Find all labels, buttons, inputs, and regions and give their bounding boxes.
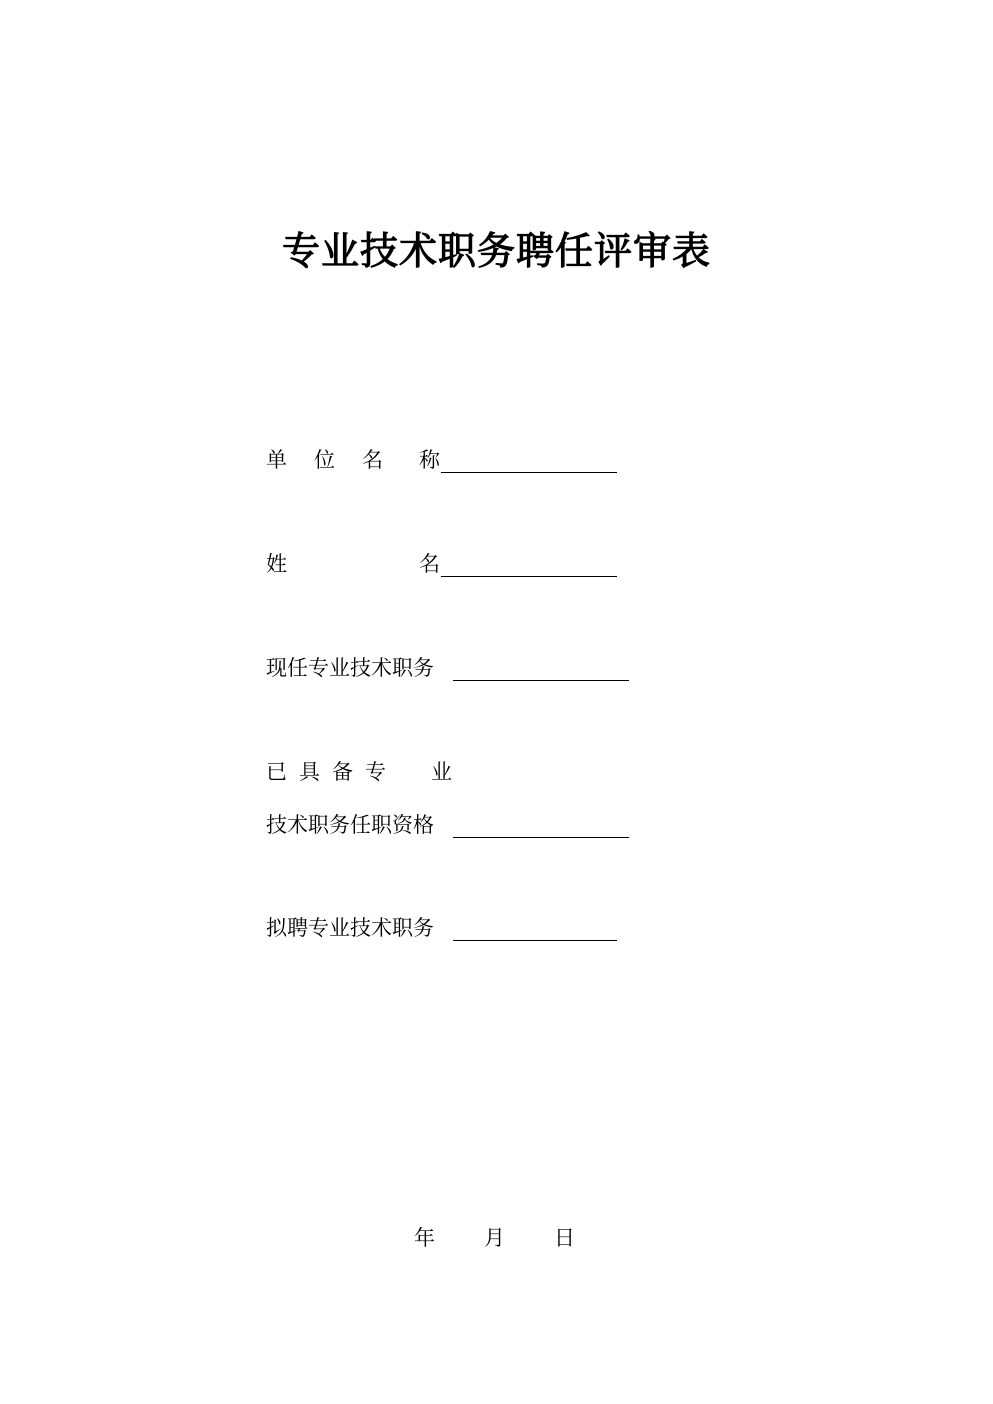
date-year-label: 年: [414, 1226, 435, 1250]
qualification-char-5: 业: [431, 760, 452, 784]
intended-position-label: 拟聘专业技术职务: [266, 916, 434, 940]
name-field: [266, 550, 626, 578]
unit-name-field: [266, 446, 626, 474]
unit-name-input[interactable]: [441, 448, 617, 473]
unit-name-label-char-4: 称: [419, 448, 440, 472]
name-label-char-2: 名: [419, 552, 440, 576]
qualification-input[interactable]: [453, 813, 629, 838]
qualification-field: [266, 811, 646, 839]
unit-name-label-char-1: 单: [266, 448, 287, 472]
current-position-input[interactable]: [453, 656, 629, 681]
intended-position-field: [266, 914, 646, 942]
qualification-char-1: 已: [266, 760, 287, 784]
qualification-label-line-1: [266, 758, 466, 786]
date-day-label: 日: [554, 1226, 575, 1250]
qualification-char-3: 备: [332, 760, 353, 784]
name-label-char-1: 姓: [266, 552, 287, 576]
unit-name-label-char-2: 位: [314, 448, 335, 472]
intended-position-input[interactable]: [453, 916, 617, 941]
date-month-label: 月: [484, 1226, 505, 1250]
unit-name-label-char-3: 名: [362, 448, 383, 472]
current-position-field: [266, 654, 646, 682]
qualification-char-2: 具: [299, 760, 320, 784]
qualification-label-line-2: 技术职务任职资格: [266, 813, 434, 837]
current-position-label: 现任专业技术职务: [266, 656, 434, 680]
name-input[interactable]: [441, 552, 617, 577]
document-title: 专业技术职务聘任评审表: [281, 229, 711, 273]
qualification-char-4: 专: [365, 760, 386, 784]
